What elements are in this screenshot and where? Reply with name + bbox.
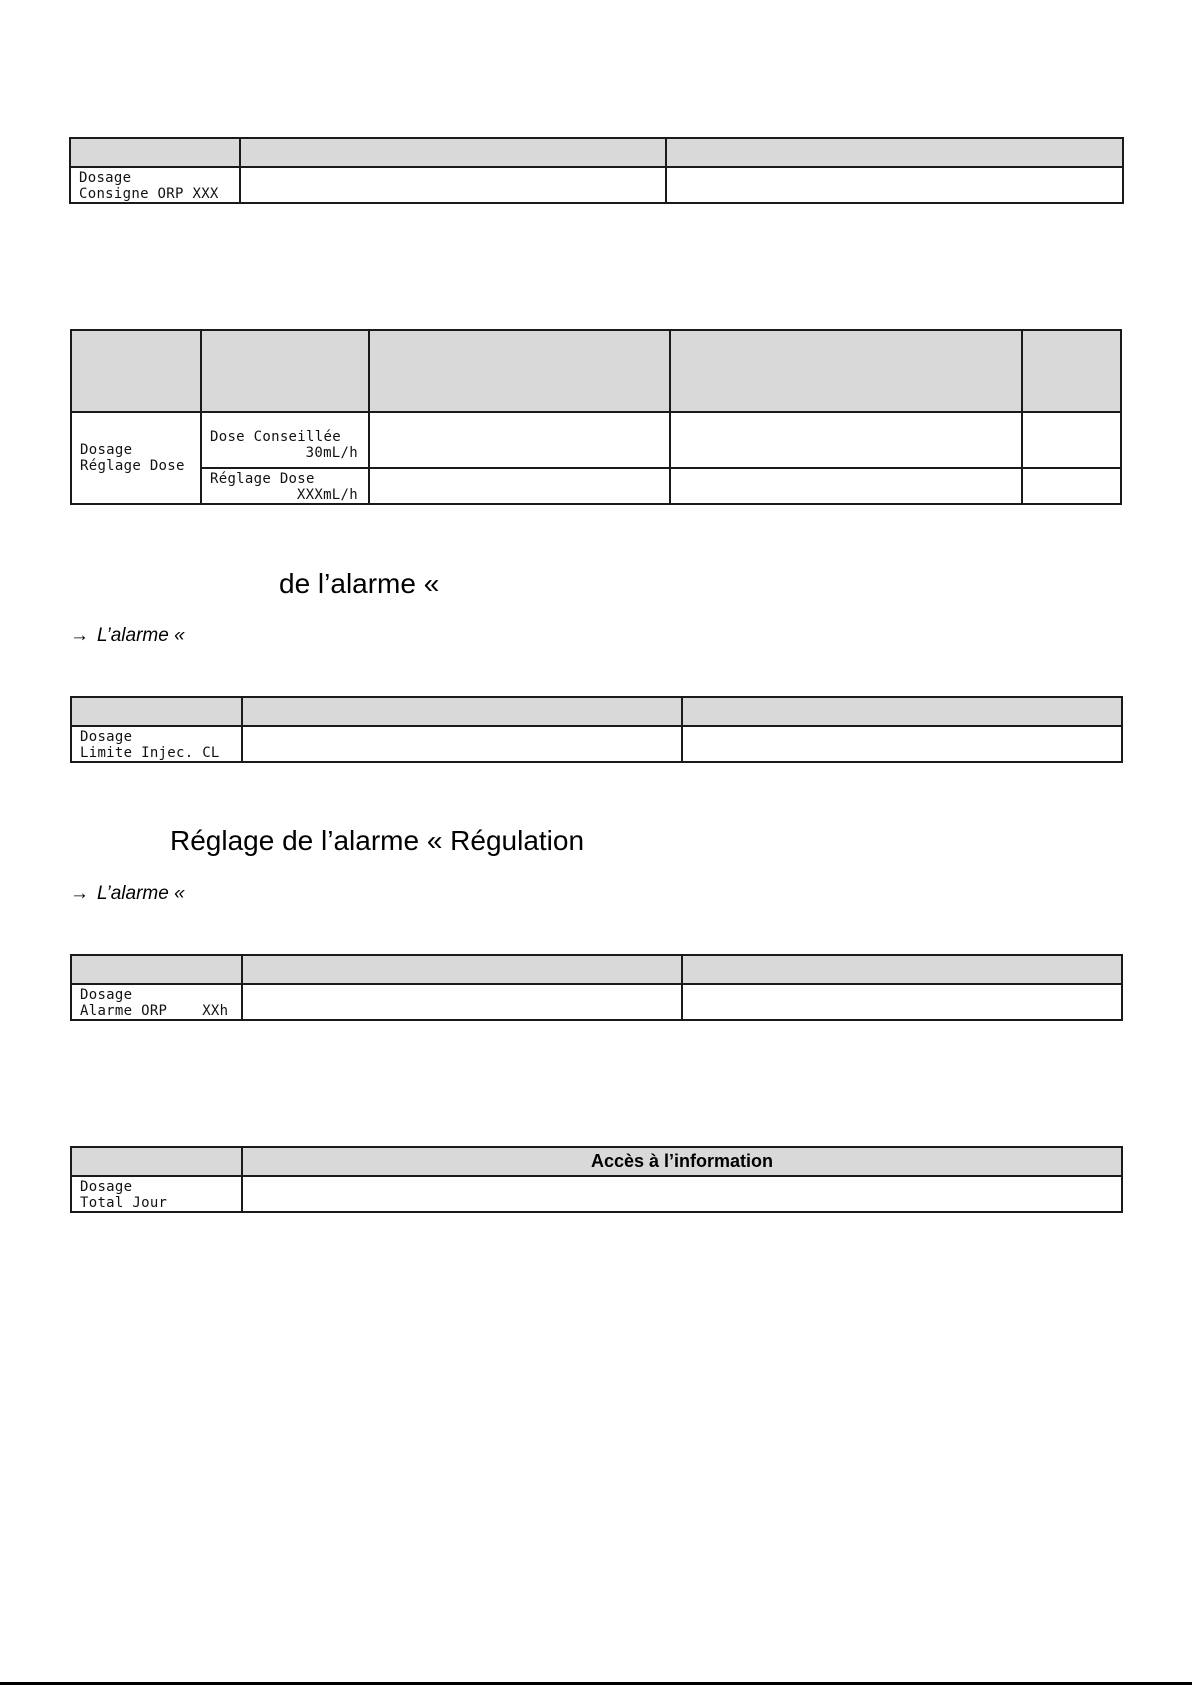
lcd-line-2: Total Jour — [80, 1195, 168, 1211]
lcd-line-1: Dosage — [80, 442, 133, 458]
lcd-display-cell — [70, 167, 240, 203]
section-note — [70, 624, 185, 648]
table-cell — [242, 1176, 1122, 1212]
header-cell — [682, 955, 1122, 984]
lcd-line-2: Réglage Dose — [80, 458, 185, 474]
header-cell — [369, 330, 670, 412]
arrow-right-icon: → — [70, 883, 89, 904]
note-text: L’alarme « — [97, 625, 185, 646]
lcd-display-cell — [71, 726, 242, 762]
lcd-line-1: Dosage — [80, 987, 133, 1003]
table-cell — [1022, 468, 1121, 504]
header-cell — [70, 138, 240, 167]
table-cell — [670, 412, 1022, 468]
table-alarme-orp — [70, 954, 1123, 1021]
table-cell — [682, 984, 1122, 1020]
header-cell — [242, 955, 682, 984]
header-cell — [670, 330, 1022, 412]
section-note — [70, 882, 185, 906]
header-cell — [201, 330, 369, 412]
table-row — [71, 984, 1122, 1020]
table-total-jour — [70, 1146, 1123, 1213]
table-cell — [242, 726, 682, 762]
lcd-line-2: XXXmL/h — [296, 487, 358, 503]
lcd-line-1: Dosage — [79, 170, 132, 186]
header-cell — [71, 1147, 242, 1176]
lcd-line-1: Dosage — [80, 1179, 133, 1195]
lcd-display-cell — [201, 468, 369, 504]
lcd-display-cell — [71, 412, 201, 504]
header-cell — [71, 955, 242, 984]
table-row — [71, 1176, 1122, 1212]
lcd-line-1: Dosage — [80, 729, 133, 745]
table-cell — [1022, 412, 1121, 468]
table-cell — [670, 468, 1022, 504]
table-row — [70, 167, 1123, 203]
lcd-display-cell — [71, 984, 242, 1020]
lcd-line-2: Limite Injec. CL — [80, 745, 220, 761]
header-cell — [682, 697, 1122, 726]
lcd-line-1: Réglage Dose — [210, 471, 315, 487]
header-cell — [242, 697, 682, 726]
table-limite-injec — [70, 696, 1123, 763]
header-cell — [71, 697, 242, 726]
header-cell — [666, 138, 1123, 167]
table-header-row — [71, 697, 1122, 726]
lcd-line-2: Alarme ORP XXh — [80, 1003, 229, 1019]
table-header-row — [70, 138, 1123, 167]
lcd-display-cell — [71, 1176, 242, 1212]
lcd-line-2: Consigne ORP XXX — [79, 186, 219, 202]
table-cell — [682, 726, 1122, 762]
table-header-row — [71, 955, 1122, 984]
table-row — [71, 412, 1121, 468]
table-cell — [369, 468, 670, 504]
header-cell — [240, 138, 666, 167]
table-consigne-orp — [69, 137, 1124, 204]
section-heading: Réglage de l’alarme « Régulation — [170, 825, 585, 856]
table-cell — [240, 167, 666, 203]
lcd-line-1: Dose Conseillée — [210, 429, 341, 445]
header-acces-information: Accès à l’information — [590, 1151, 774, 1171]
table-row — [71, 726, 1122, 762]
section-heading: de l’alarme « — [279, 568, 440, 599]
lcd-line-2: 30mL/h — [305, 445, 358, 461]
table-header-row — [71, 330, 1121, 412]
table-reglage-dose — [70, 329, 1122, 505]
arrow-right-icon: → — [70, 625, 89, 646]
table-header-row — [71, 1147, 1122, 1176]
header-cell — [1022, 330, 1121, 412]
header-cell — [71, 330, 201, 412]
table-cell — [369, 412, 670, 468]
table-row — [71, 468, 1121, 504]
lcd-display-cell — [201, 412, 369, 468]
header-cell — [242, 1147, 1122, 1176]
table-cell — [242, 984, 682, 1020]
note-text: L’alarme « — [97, 883, 185, 904]
table-cell — [666, 167, 1123, 203]
